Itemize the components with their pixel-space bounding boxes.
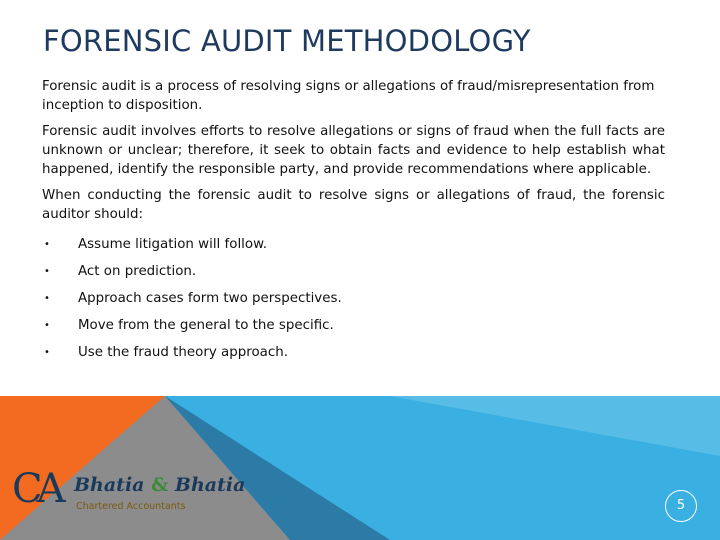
list-item-text: Act on prediction. [78, 264, 197, 279]
slide-title: FORENSIC AUDIT METHODOLOGY [43, 24, 531, 58]
footer-band [0, 396, 720, 540]
bullet-icon: • [44, 266, 50, 277]
bullet-icon: • [44, 320, 50, 331]
footer-shapes [0, 396, 720, 540]
list-item-text: Approach cases form two perspectives. [78, 291, 342, 306]
list-item [42, 285, 665, 312]
list-item [42, 258, 665, 285]
list-item-text: Assume litigation will follow. [78, 237, 268, 252]
firm-subtitle: Chartered Accountants [76, 501, 186, 512]
page-number-badge: 5 [665, 490, 697, 522]
firm-name-right: Bhatia [174, 474, 246, 496]
slide-body [42, 77, 665, 366]
firm-name-ampersand: & [151, 474, 169, 496]
ca-mark: CA [12, 466, 60, 512]
firm-name [74, 474, 245, 496]
auditor-steps-list [42, 231, 665, 366]
list-item-text: Use the fraud theory approach. [78, 345, 288, 360]
bullet-icon: • [44, 293, 50, 304]
auditor-paragraph: When conducting the forensic audit to resolve signs or allegations of fraud, the forensic auditor should: [42, 188, 665, 222]
efforts-paragraph: Forensic audit involves efforts to resolve allegations or signs of fraud when the full facts are unknown or unclear; therefore, it seek to obtain facts and evidence to help establish what happened, identify the responsible party, and provide recommendations where applicable. [42, 124, 665, 177]
bullet-icon: • [44, 239, 50, 250]
firm-name-left: Bhatia [74, 474, 145, 496]
list-item [42, 231, 665, 258]
bullet-icon: • [44, 347, 50, 358]
list-item-text: Move from the general to the specific. [78, 318, 334, 333]
intro-paragraph: Forensic audit is a process of resolving signs or allegations of fraud/misrepresentation from inception to disposition. [42, 79, 655, 113]
list-item [42, 339, 665, 366]
list-item [42, 312, 665, 339]
company-logo [12, 466, 252, 518]
